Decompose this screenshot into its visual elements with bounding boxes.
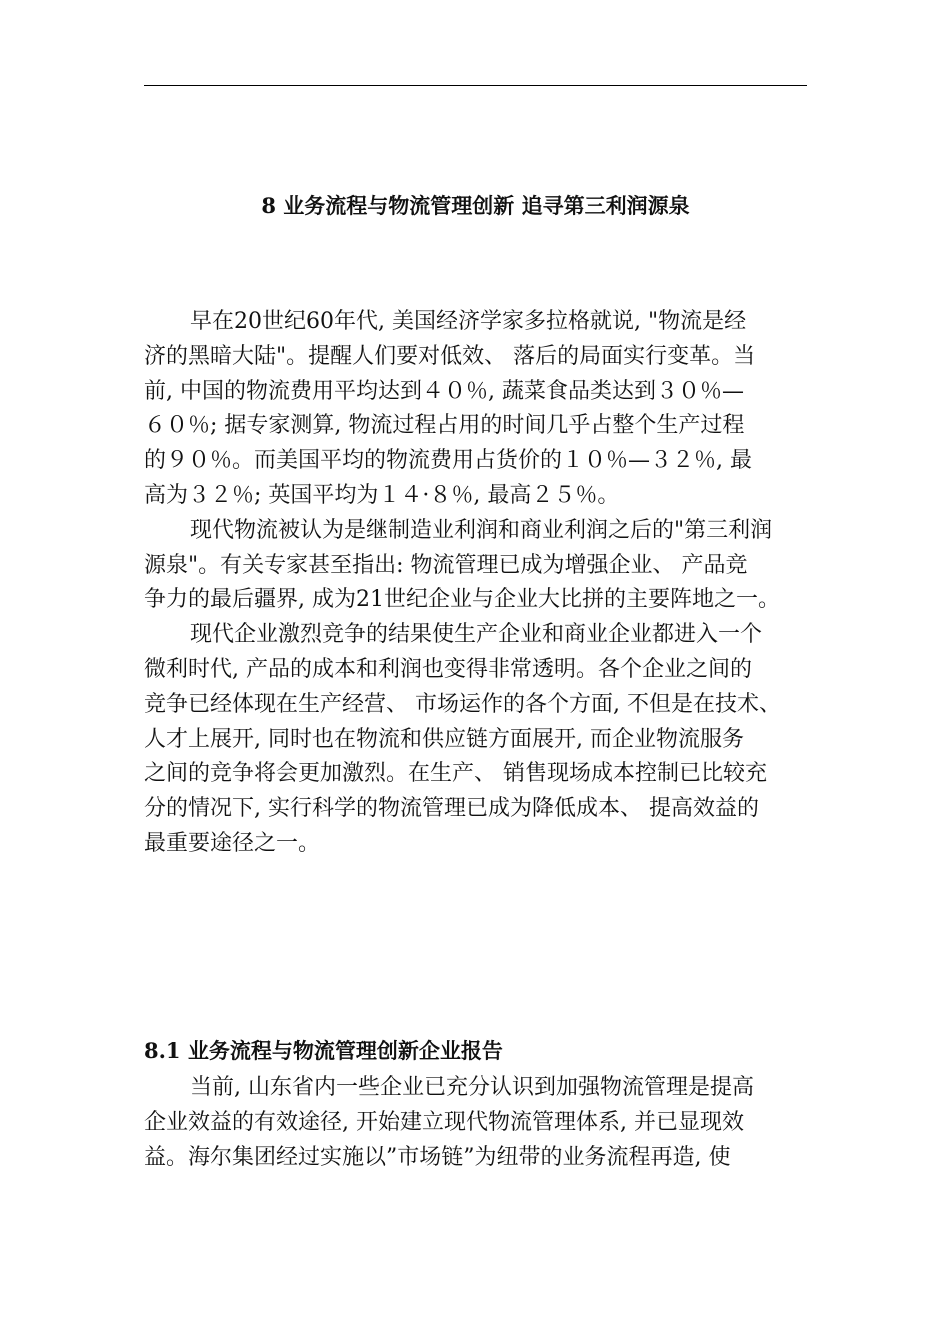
intro-text (144, 305, 812, 862)
text-line: 现代企业激烈竞争的结果使生产企业和商业企业都进入一个 (190, 622, 763, 648)
section-paragraph (144, 1071, 812, 1175)
text-line: 争力的最后疆界, 成为21世纪企业与企业大比拼的主要阵地之一。 (144, 587, 780, 613)
document-title: 8 业务流程与物流管理创新 追寻第三利润源泉 (261, 193, 690, 218)
text-line: 前, 中国的物流费用平均达到４０％, 蔬菜食品类达到３０％— (144, 378, 744, 404)
section-heading: 8.1 业务流程与物流管理创新企业报告 (144, 1038, 503, 1063)
text-line: 济的黑暗大陆"。提醒人们要对低效、 落后的局面实行变革。当 (144, 343, 756, 369)
text-line: 企业效益的有效途径, 开始建立现代物流管理体系, 并已显现效 (144, 1109, 744, 1135)
text-line: 早在20世纪60年代, 美国经济学家多拉格就说, "物流是经 (190, 309, 747, 334)
paragraph-1 (144, 305, 812, 514)
text-line: 益。海尔集团经过实施以”市场链”为纽带的业务流程再造, 使 (144, 1144, 731, 1170)
text-line: 的９０％。而美国平均的物流费用占货价的１０％—３２％, 最 (144, 448, 752, 474)
header-rule (144, 85, 807, 86)
text-line: 最重要途径之一。 (144, 830, 321, 856)
text-line: ６０％; 据专家测算, 物流过程占用的时间几乎占整个生产过程 (144, 413, 745, 439)
paragraph-3 (144, 618, 812, 862)
text-line: 微利时代, 产品的成本和利润也变得非常透明。各个企业之间的 (144, 656, 752, 682)
text-line: 高为３２％; 英国平均为１４·８％, 最高２５％。 (144, 482, 620, 508)
text-line: 分的情况下, 实行科学的物流管理已成为降低成本、 提高效益的 (144, 796, 759, 822)
text-line: 源泉"。有关专家甚至指出: 物流管理已成为增强企业、 产品竞 (144, 552, 748, 578)
text-line: 之间的竞争将会更加激烈。在生产、 销售现场成本控制已比较充 (144, 761, 767, 787)
text-line: 人才上展开, 同时也在物流和供应链方面展开, 而企业物流服务 (144, 726, 744, 752)
paragraph-2 (144, 514, 812, 618)
text-line: 现代物流被认为是继制造业利润和商业利润之后的"第三利润 (190, 517, 773, 543)
text-line: 竞争已经体现在生产经营、 市场运作的各个方面, 不但是在技术、 (144, 691, 781, 717)
text-line: 当前, 山东省内一些企业已充分认识到加强物流管理是提高 (190, 1075, 754, 1100)
section-text (144, 1071, 812, 1175)
